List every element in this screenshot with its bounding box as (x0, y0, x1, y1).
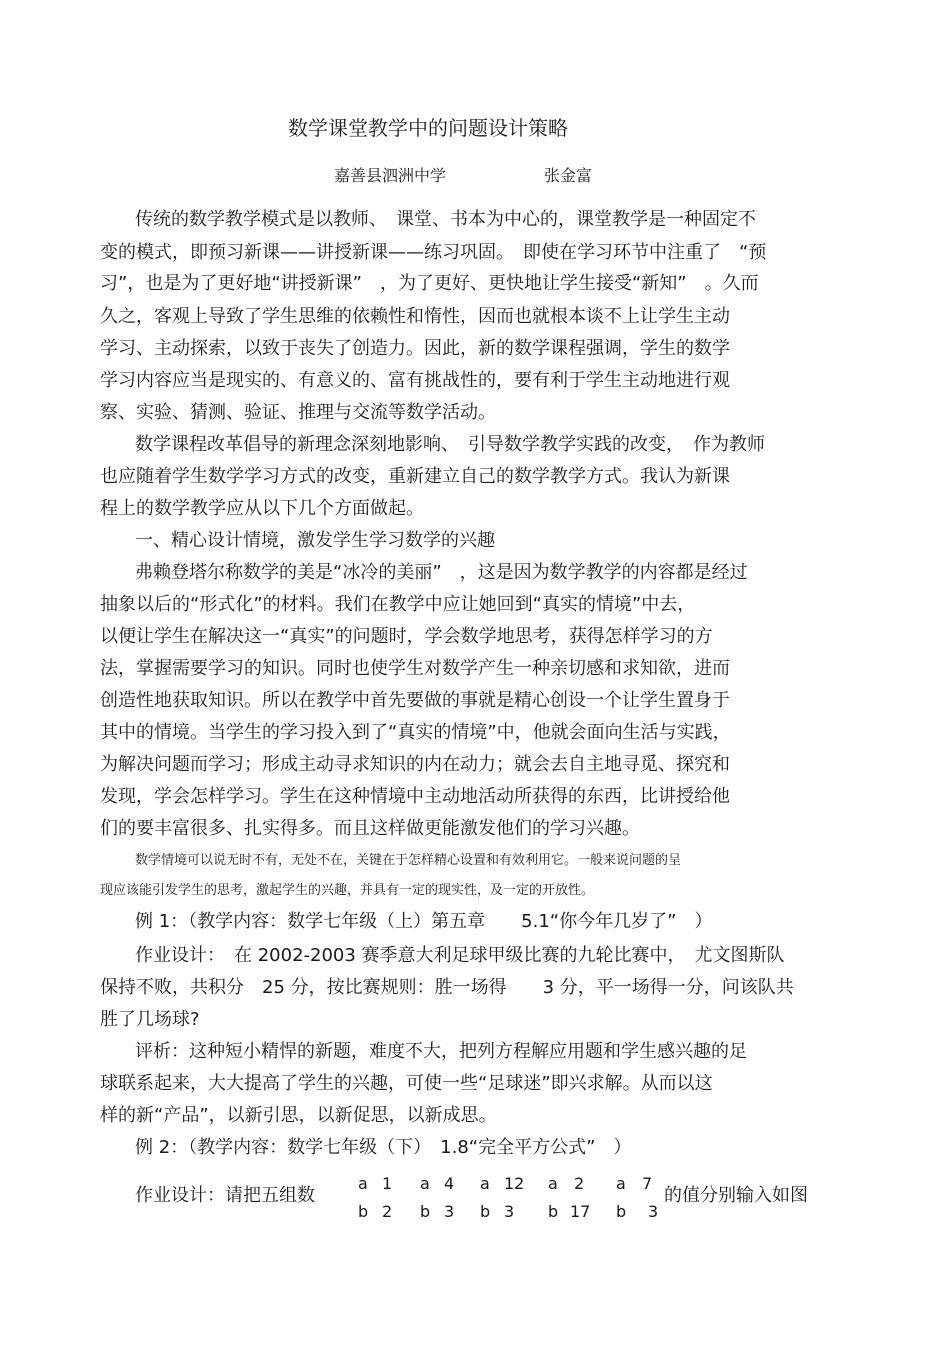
example-heading: 例 2：（教学内容：数学七年级（下） 1.8“完全平方公式” ） (135, 1137, 632, 1158)
author-school: 嘉善县泗洲中学 (334, 166, 447, 185)
value-label: a (420, 1174, 430, 1193)
text-line: 以便让学生在解决这一“真实”的问题时，学会数学地思考，获得怎样学习的方 (100, 626, 713, 647)
text-line: 数学课程改革倡导的新理念深刻地影响、 引导数学教学实践的改变， 作为教师 (135, 434, 765, 455)
text-line: 发现，学会怎样学习。学生在这种情境中主动地活动所获得的东西，比讲授给他 (100, 786, 730, 807)
text-line: 传统的数学教学模式是以教师、 课堂、书本为中心的，课堂教学是一种固定不 (135, 209, 756, 230)
value-number: 4 (444, 1174, 455, 1193)
text-line: 久之，客观上导致了学生思维的依赖性和惰性，因而也就根本谈不上让学生主动 (100, 306, 730, 327)
text-line: 学习、主动探索，以致于丧失了创造力。因此，新的数学课程强调，学生的数学 (100, 338, 730, 359)
value-label: a (358, 1174, 368, 1193)
text-line: 抽象以后的“形式化”的材料。我们在教学中应让她回到“真实的情境”中去， (100, 594, 696, 615)
value-label: b (548, 1202, 559, 1221)
text-line: 习”，也是为了更好地“讲授新课” ，为了更好、更快地让学生接受“新知” 。久而 (100, 273, 759, 294)
text-line: 学习内容应当是现实的、有意义的、富有挑战性的，要有利于学生主动地进行观 (100, 370, 730, 391)
small-text-line: 数学情境可以说无时不有，无处不在，关键在于怎样精心设置和有效利用它。一般来说问题的呈 (135, 853, 682, 868)
value-number: 17 (570, 1202, 591, 1221)
text-line: 球联系起来，大大提高了学生的兴趣，可使一些“足球迷”即兴求解。从而以这 (100, 1073, 713, 1094)
value-label: a (616, 1174, 626, 1193)
value-number: 3 (504, 1202, 515, 1221)
text-line: 们的要丰富很多、扎实得多。而且这样做更能激发他们的学习兴趣。 (100, 818, 640, 839)
text-line: 其中的情境。当学生的学习投入到了“真实的情境”中，他就会面向生活与实践， (100, 722, 731, 743)
text-line: 弗赖登塔尔称数学的美是“冰冷的美丽” ，这是因为数学教学的内容都是经过 (135, 562, 748, 583)
section-heading: 一、精心设计情境，激发学生学习数学的兴趣 (135, 530, 495, 551)
value-pairs-table (352, 1174, 662, 1224)
text-line: 样的新“产品”，以新引思，以新促思，以新成思。 (100, 1105, 497, 1126)
text-line: 变的模式，即预习新课——讲授新课——练习巩固。 即使在学习环节中注重了 “预 (100, 242, 767, 263)
text-line: 的值分别输入如图 (664, 1185, 808, 1206)
value-number: 3 (648, 1202, 659, 1221)
example-heading: 例 1：（教学内容：数学七年级（上）第五章 5.1“你今年几岁了” ） (135, 911, 713, 932)
author-name: 张金富 (544, 166, 593, 185)
text-line: 胜了几场球? (100, 1009, 200, 1030)
text-line: 评析：这种短小精悍的新题，难度不大，把列方程解应用题和学生感兴趣的足 (135, 1041, 747, 1062)
text-line: 作业设计：请把五组数 (135, 1185, 315, 1206)
value-number: 1 (382, 1174, 393, 1193)
text-line: 察、实验、猜测、验证、推理与交流等数学活动。 (100, 402, 496, 423)
value-number: 7 (642, 1174, 653, 1193)
value-number: 12 (504, 1174, 525, 1193)
value-number: 2 (382, 1202, 393, 1221)
value-number: 3 (444, 1202, 455, 1221)
small-text-line: 现应该能引发学生的思考，激起学生的兴趣，并具有一定的现实性，及一定的开放性。 (100, 883, 595, 898)
text-line: 也应随着学生数学学习方式的改变，重新建立自己的数学教学方式。我认为新课 (100, 466, 730, 487)
document-title: 数学课堂教学中的问题设计策略 (288, 116, 568, 140)
value-label: a (548, 1174, 558, 1193)
value-label: b (358, 1202, 369, 1221)
text-line: 法，掌握需要学习的知识。同时也使学生对数学产生一种亲切感和求知欲，进而 (100, 658, 730, 679)
text-line: 创造性地获取知识。所以在教学中首先要做的事就是精心创设一个让学生置身于 (100, 690, 730, 711)
value-label: a (480, 1174, 490, 1193)
value-label: b (480, 1202, 491, 1221)
value-label: b (420, 1202, 431, 1221)
text-line: 为解决问题而学习；形成主动寻求知识的内在动力；就会去自主地寻觅、探究和 (100, 754, 730, 775)
value-number: 2 (574, 1174, 585, 1193)
text-line: 作业设计： 在 2002-2003 赛季意大利足球甲级比赛的九轮比赛中， 尤文图斯队 (135, 945, 785, 966)
value-label: b (616, 1202, 627, 1221)
text-line: 程上的数学教学应从以下几个方面做起。 (100, 498, 424, 519)
text-line: 保持不败，共积分 25 分，按比赛规则：胜一场得 3 分，平一场得一分，问该队共 (100, 977, 794, 998)
